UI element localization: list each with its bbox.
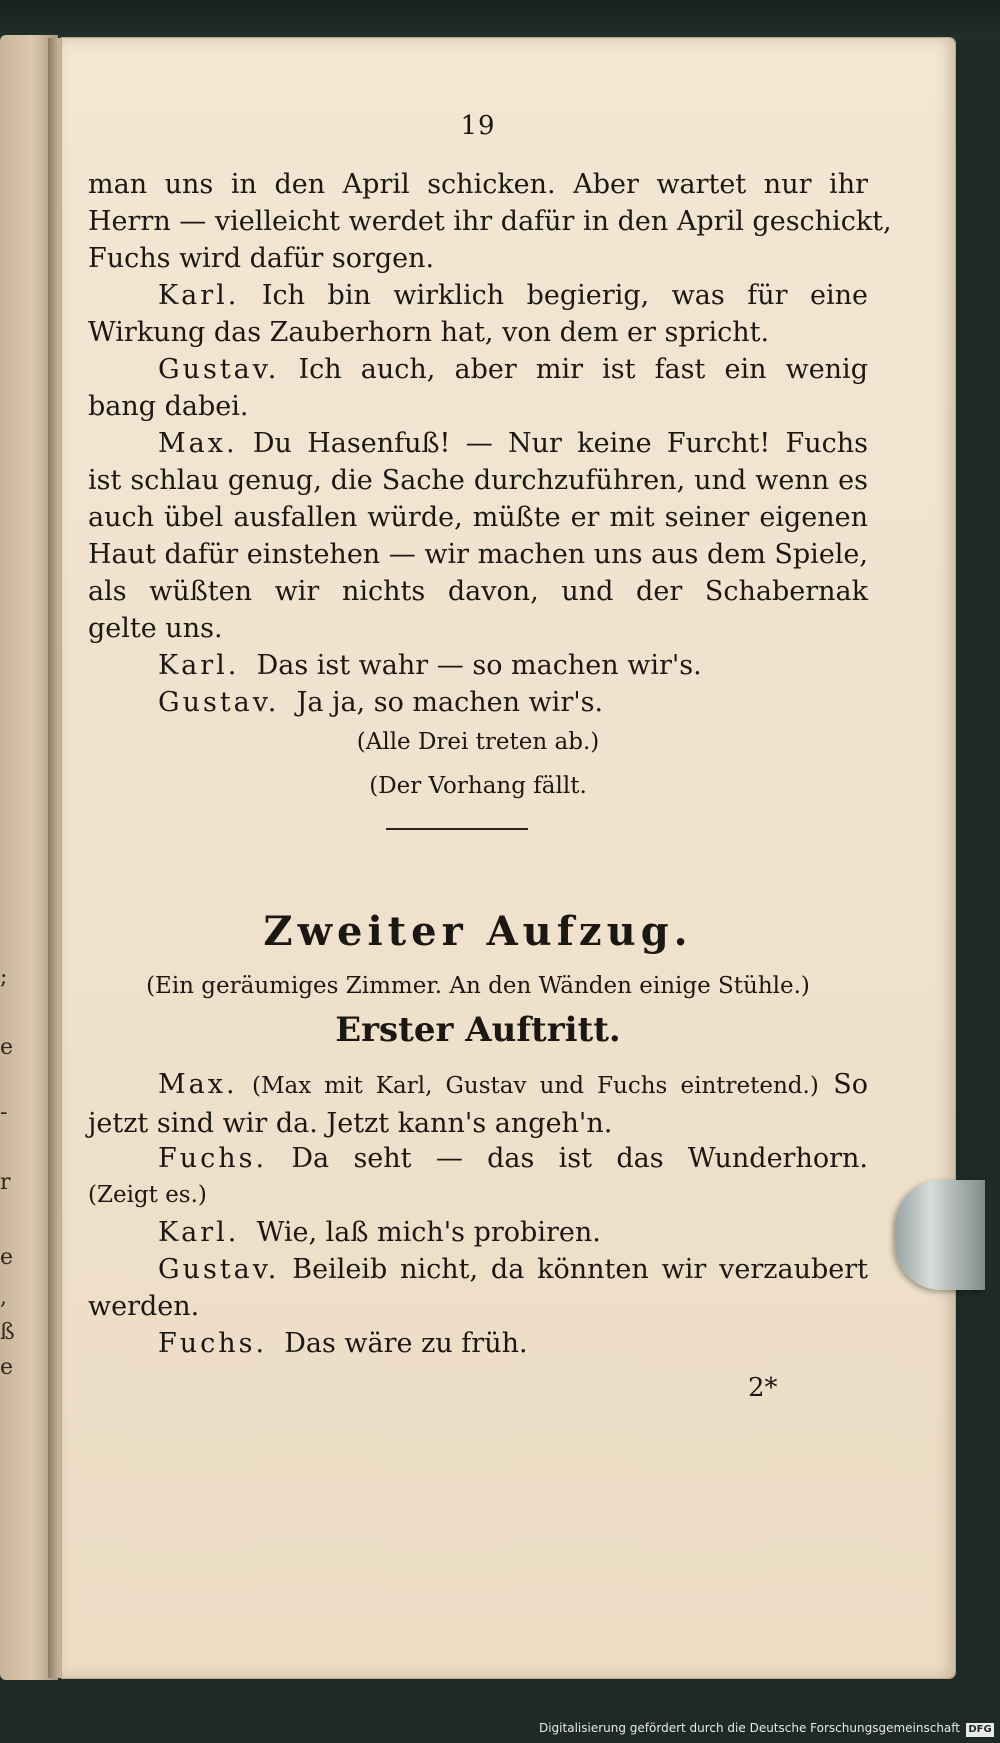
speech-text: Wie, laß mich's probiren. [256, 1217, 601, 1248]
speaker-name: Gustav. [158, 354, 280, 385]
paragraph-continued [88, 166, 892, 277]
speaker-name: Karl. [158, 1217, 240, 1248]
stage-direction: (Alle Drei treten ab.) [356, 729, 600, 755]
text-line: auch übel ausfallen würde, müßte er mit seiner eigenen [88, 502, 868, 533]
speaker-name: Gustav. [158, 687, 280, 718]
dfg-logo: DFG [966, 1723, 994, 1737]
speech-stage-direction: (Zeigt es.) [88, 1182, 207, 1208]
speech-karl-1 [88, 277, 868, 351]
margin-letter: - [0, 1100, 8, 1125]
speech-karl-3 [88, 1214, 868, 1251]
speech-text: Du Hasenfuß! — Nur keine Furcht! Fuchs [252, 428, 868, 459]
speech-text: Das wäre zu früh. [284, 1328, 528, 1359]
speech-line [88, 1066, 868, 1105]
scan-footer [0, 1700, 1000, 1743]
section-divider [386, 828, 528, 830]
speaker-name: Fuchs. [158, 1328, 268, 1359]
text-line: ist schlau genug, die Sache durchzuführen, und wenn es [88, 465, 868, 496]
speaker-name: Gustav. [158, 1254, 280, 1285]
act-stage-direction: (Ein geräumiges Zimmer. An den Wänden einige Stühle.) [146, 973, 810, 999]
speech-line [88, 1140, 868, 1177]
text-line: gelte uns. [88, 613, 223, 644]
speech-max-2 [88, 1066, 868, 1142]
margin-letter: ; [0, 965, 8, 990]
speaker-name: Karl. [158, 280, 240, 311]
speech-gustav-3 [88, 1251, 868, 1325]
margin-letter: ß [0, 1320, 15, 1345]
text-line: man uns in den April schicken. Aber wartet nur ihr [88, 169, 868, 200]
stage-direction-curtain: (Der Vorhang fällt. [369, 773, 587, 799]
margin-letter: e [0, 1245, 14, 1270]
act-title: Zweiter Aufzug. [263, 908, 693, 955]
margin-letter: r [0, 1170, 11, 1195]
speech-line [88, 1325, 868, 1362]
speech-text: Beileib nicht, da könnten wir verzaubert [292, 1254, 868, 1285]
speech-fuchs-2 [88, 1325, 868, 1362]
speech-text: Ich bin wirklich begierig, was für eine [261, 280, 868, 311]
speaker-name: Fuchs. [158, 1143, 268, 1174]
speech-fuchs-1 [88, 1140, 868, 1214]
signature-mark: 2* [748, 1373, 778, 1403]
speech-line [88, 425, 868, 462]
scan-background-top [0, 0, 1000, 40]
speech-line [88, 647, 868, 684]
speech-line [88, 351, 868, 388]
page-number: 19 [460, 111, 496, 141]
speech-max-1 [88, 425, 868, 647]
speech-gustav-1 [88, 351, 868, 425]
margin-letter: e [0, 1355, 14, 1380]
text-line: bang dabei. [88, 391, 249, 422]
footer-credit: Digitalisierung gefördert durch die Deutsche Forschungsgemeinschaft [538, 1721, 960, 1735]
speech-text: Da seht — das ist das Wunderhorn. [291, 1143, 868, 1174]
speech-line [88, 1251, 868, 1288]
text-line: als wüßten wir nichts davon, und der Schabernak [88, 576, 868, 607]
speech-line [88, 277, 868, 314]
speech-text: So [833, 1069, 868, 1100]
page-clip [895, 1180, 985, 1290]
speech-gustav-2 [88, 684, 868, 721]
speech-stage-direction: (Max mit Karl, Gustav und Fuchs eintretend.) [251, 1073, 819, 1099]
speech-line [88, 684, 868, 721]
speaker-name: Karl. [158, 650, 240, 681]
speaker-name: Max. [158, 1069, 238, 1100]
text-line: Herrn — vielleicht werdet ihr dafür in den April geschickt, [88, 206, 892, 237]
text-line: jetzt sind wir da. Jetzt kann's angeh'n. [88, 1108, 613, 1139]
text-line: werden. [88, 1291, 200, 1322]
scene-title: Erster Auftritt. [335, 1010, 621, 1050]
text-line: Haut dafür einstehen — wir machen uns aus dem Spiele, [88, 539, 868, 570]
speech-line [88, 1214, 868, 1251]
margin-letter: e [0, 1035, 14, 1060]
speech-text: Das ist wahr — so machen wir's. [256, 650, 702, 681]
facing-page-margin-letters [0, 35, 20, 1680]
speech-karl-2 [88, 647, 868, 684]
text-line: Fuchs wird dafür sorgen. [88, 243, 435, 274]
text-line: Wirkung das Zauberhorn hat, von dem er spricht. [88, 317, 770, 348]
speaker-name: Max. [158, 428, 238, 459]
speech-text: Ich auch, aber mir ist fast ein wenig [298, 354, 868, 385]
margin-letter: , [0, 1285, 7, 1310]
speech-text: Ja ja, so machen wir's. [296, 687, 604, 718]
